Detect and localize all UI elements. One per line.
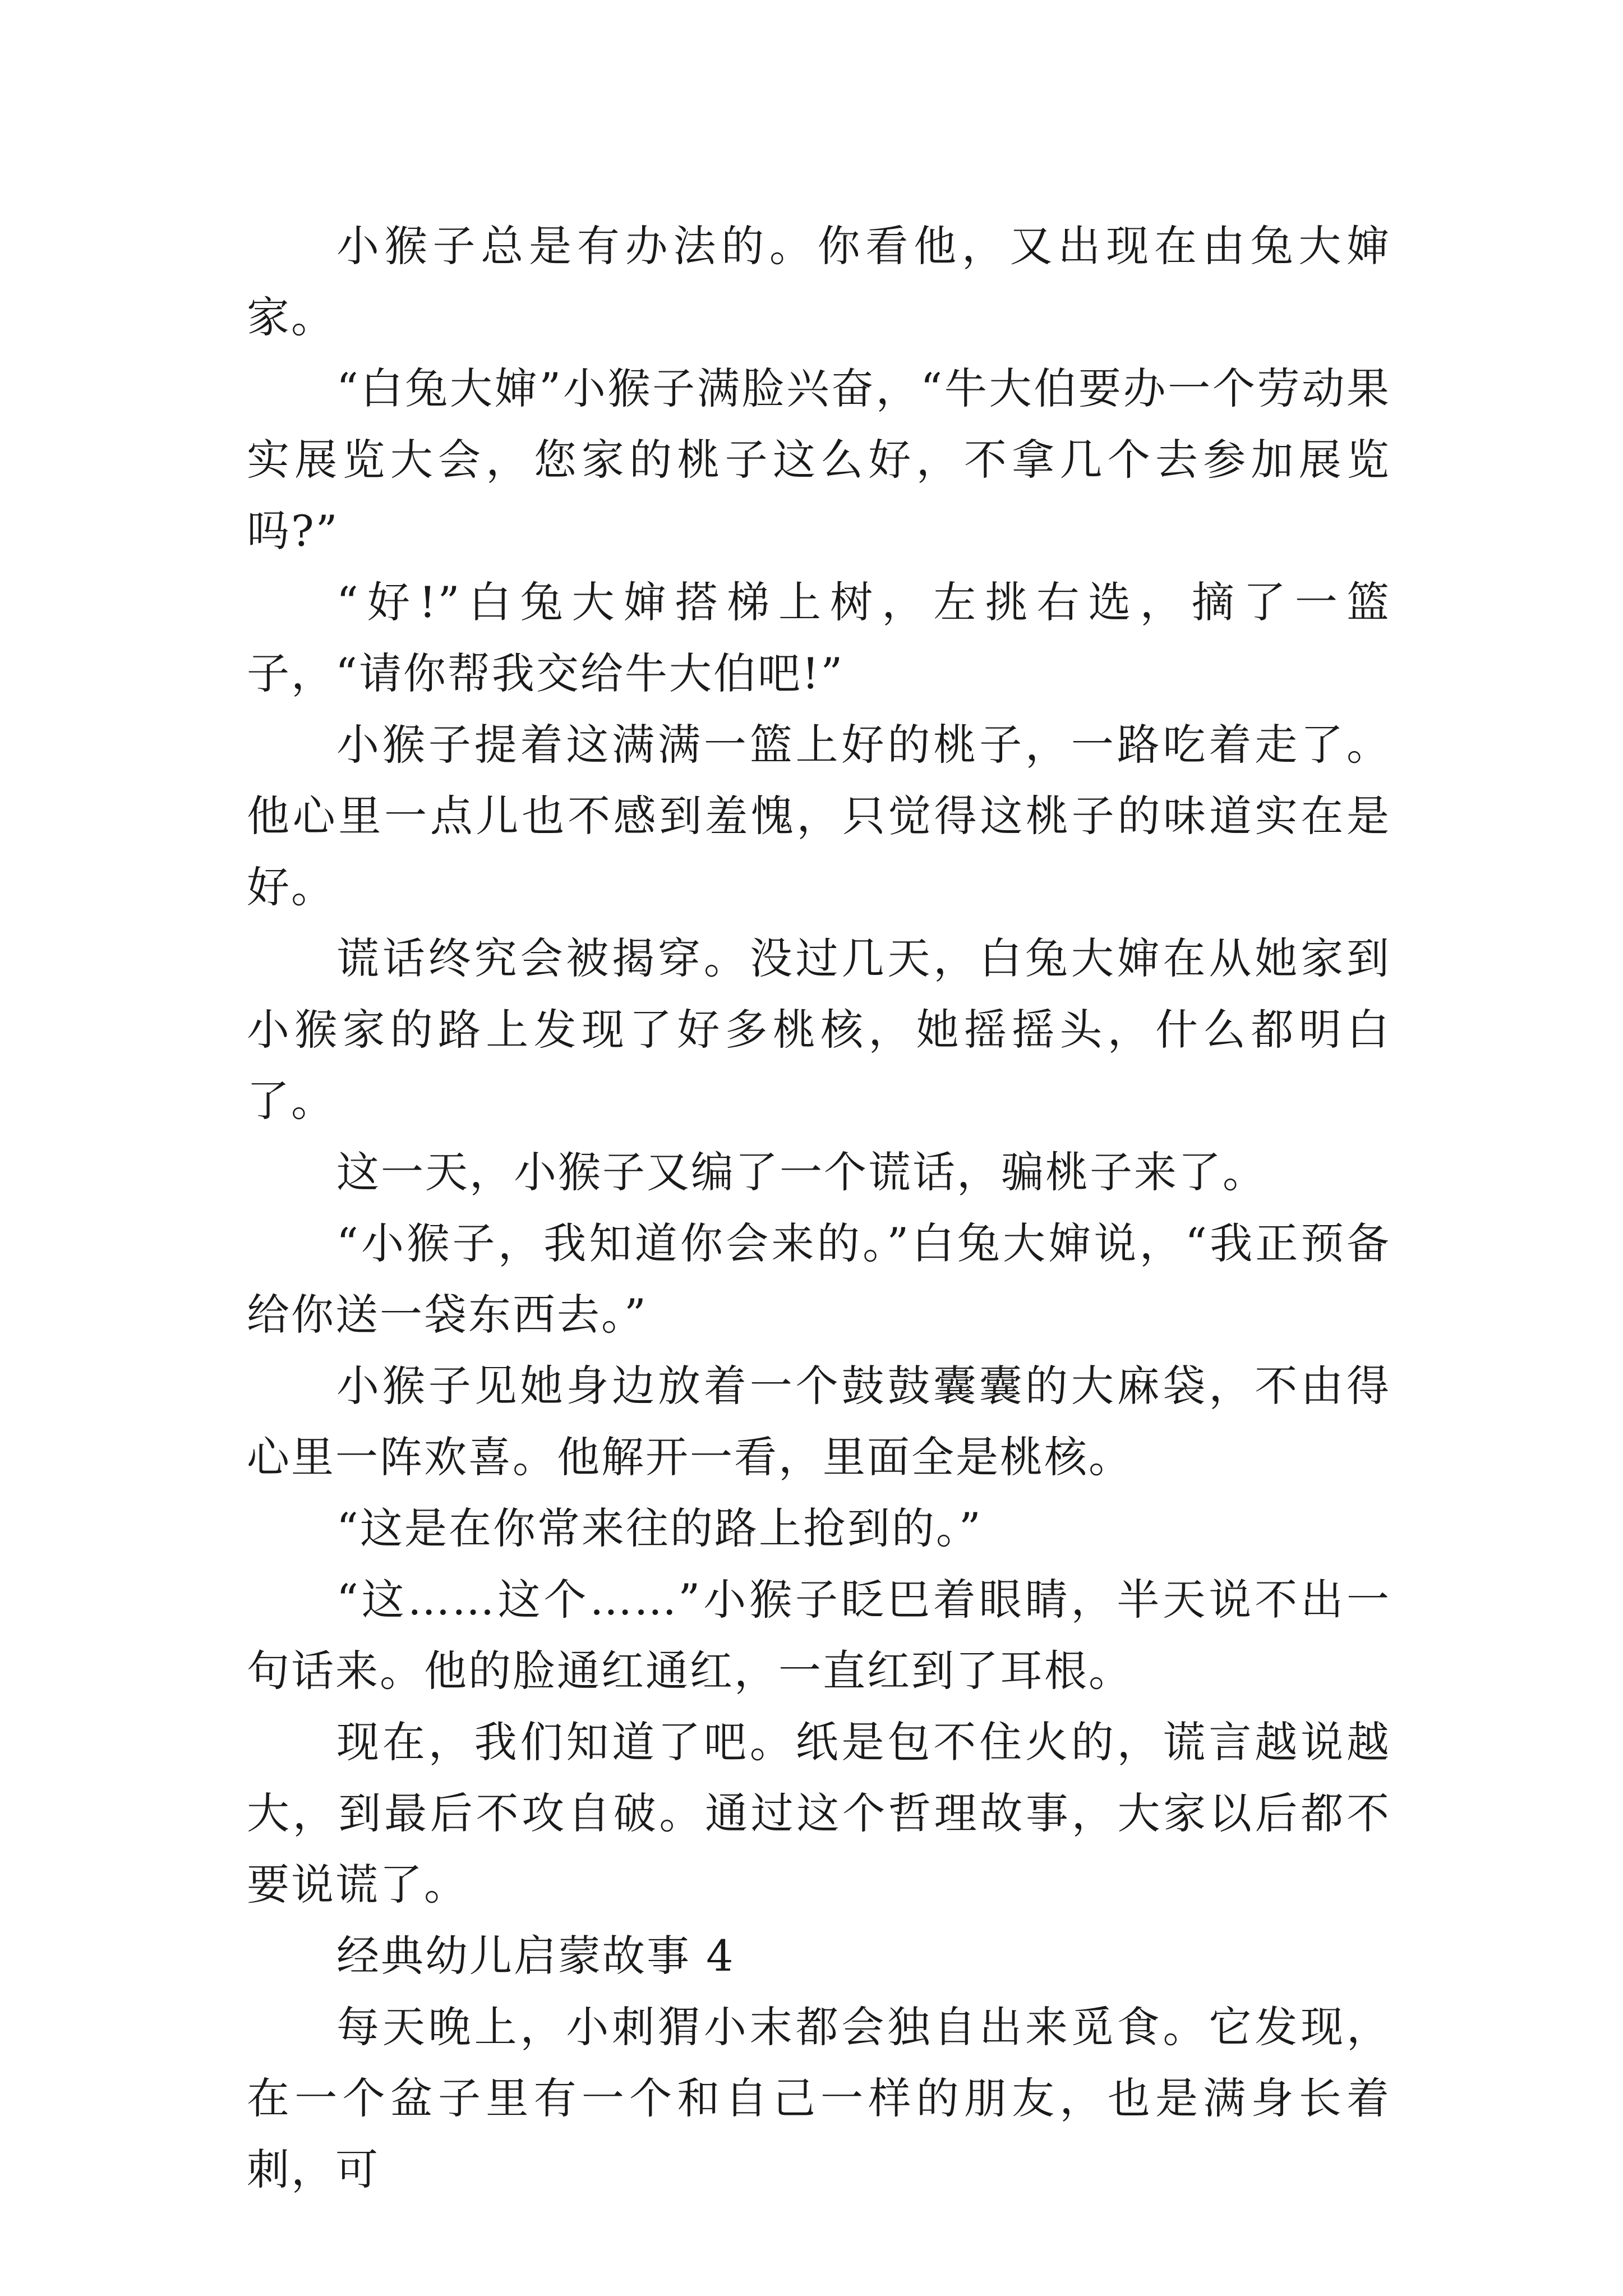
paragraph: 小猴子见她身边放着一个鼓鼓囊囊的大麻袋，不由得心里一阵欢喜。他解开一看，里面全是桃核。 [247, 1361, 1391, 1482]
paragraph: “这……这个……”小猴子眨巴着眼睛，半天说不出一句话来。他的脸通红通红，一直红到了耳根。 [247, 1575, 1391, 1696]
paragraph: “这是在你常来往的路上抢到的。” [336, 1503, 983, 1553]
paragraph: 小猴子提着这满满一篮上好的桃子，一路吃着走了。他心里一点儿也不感到羞愧，只觉得这桃子的味道实在是好。 [247, 720, 1391, 912]
paragraph: 小猴子总是有办法的。你看他，又出现在由兔大婶家。 [247, 221, 1391, 342]
paragraph: 每天晚上，小刺猬小末都会独自出来觅食。它发现，在一个盆子里有一个和自己一样的朋友，也是满身长着刺，可 [247, 2002, 1391, 2194]
paragraph: “白兔大婶”小猴子满脸兴奋，“牛大伯要办一个劳动果实展览大会，您家的桃子这么好，不拿几个去参加展览吗?” [247, 364, 1391, 556]
document-body [247, 210, 1391, 2205]
paragraph: 现在，我们知道了吧。纸是包不住火的，谎言越说越大，到最后不攻自破。通过这个哲理故事，大家以后都不要说谎了。 [247, 1717, 1391, 1910]
section-heading: 经典幼儿启蒙故事 4 [336, 1931, 735, 1981]
paragraph: “小猴子，我知道你会来的。”白兔大婶说，“我正预备给你送一袋东西去。” [247, 1218, 1391, 1340]
paragraph: 这一天，小猴子又编了一个谎话，骗桃子来了。 [336, 1147, 1267, 1197]
paragraph: “好!”白兔大婶搭梯上树，左挑右选，摘了一篮子，“请你帮我交给牛大伯吧!” [247, 577, 1391, 698]
paragraph: 谎话终究会被揭穿。没过几天，白兔大婶在从她家到小猴家的路上发现了好多桃核，她摇摇头，什么都明白了。 [247, 933, 1391, 1126]
